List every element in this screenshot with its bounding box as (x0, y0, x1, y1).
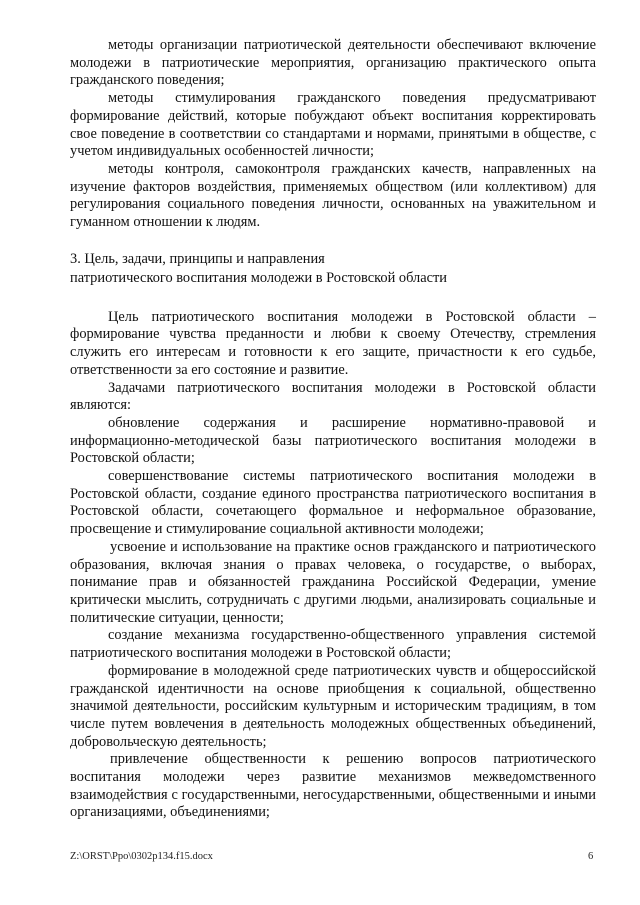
section-heading-line2: патриотического воспитания молодежи в Ростовской области (70, 269, 448, 286)
section-heading (70, 250, 596, 288)
list-item-task: совершенствование системы патриотического воспитания молодежи в Ростовской области, создание единого пространства патриотического воспитания в Ростовской области, сочетающего формальное и неформальное образование, просвещение и стимулирование социальной активности молодежи; (70, 468, 596, 538)
list-item-task: привлечение общественности к решению вопросов патриотического воспитания молодежи через развитие механизмов межведомственного взаимодействия с государственными, негосударственными, общественными и иными организациями, объединениями; (70, 751, 596, 821)
list-item-task: формирование в молодежной среде патриотических чувств и общероссийской гражданской идентичности на основе приобщения к социальной, общественно значимой деятельности, российским культурным и историческим традициям, в том числе путем вовлечения в деятельность молодежных общественных объединений, добровольческую деятельность; (70, 662, 596, 750)
list-item-task: создание механизма государственно-общественного управления системой патриотического воспитания молодежи в Ростовской области; (70, 627, 596, 662)
paragraph-goal: Цель патриотического воспитания молодежи в Ростовской области – формирование чувства преданности и любви к своему Отечеству, стремления служить его интересам и готовности к его защите, причастности к его судьбе, ответственности за его состояние и развитие. (70, 308, 596, 378)
paragraph-methods-stimulation: методы стимулирования гражданского поведения предусматривают формирование действий, которые побуждают объект воспитания корректировать свое поведение в соответствии со стандартами и нормами, принятыми в обществе, с учетом индивидуальных особенностей личности; (70, 90, 596, 160)
list-item-task: обновление содержания и расширение нормативно-правовой и информационно-методической базы патриотического воспитания молодежи в Ростовской области; (70, 414, 596, 467)
list-item-task: усвоение и использование на практике основ гражданского и патриотического образования, включая знания о правах человека, о государстве, о выборах, понимание прав и обязанностей гражданина Российской Федерации, умение критически мыслить, сотрудничать с другими людьми, анализировать социальные и политические ситуации, ценности; (70, 538, 596, 626)
document-page (70, 37, 596, 822)
section-heading-line1: 3. Цель, задачи, принципы и направления (70, 250, 325, 267)
paragraph-methods-organization: методы организации патриотической деятельности обеспечивают включение молодежи в патриотические мероприятия, организацию практического опыта гражданского поведения; (70, 37, 596, 89)
page-number: 6 (588, 851, 594, 862)
paragraph-tasks-intro: Задачами патриотического воспитания молодежи в Ростовской области являются: (70, 379, 596, 414)
paragraph-methods-control: методы контроля, самоконтроля гражданских качеств, направленных на изучение факторов воздействия, применяемых обществом (или коллективом) для регулирования социального поведения личности, основанных на уважительном и гуманном отношении к людям. (70, 160, 596, 231)
footer-file-path: Z:\ORST\Ppo\0302p134.f15.docx (70, 851, 213, 862)
